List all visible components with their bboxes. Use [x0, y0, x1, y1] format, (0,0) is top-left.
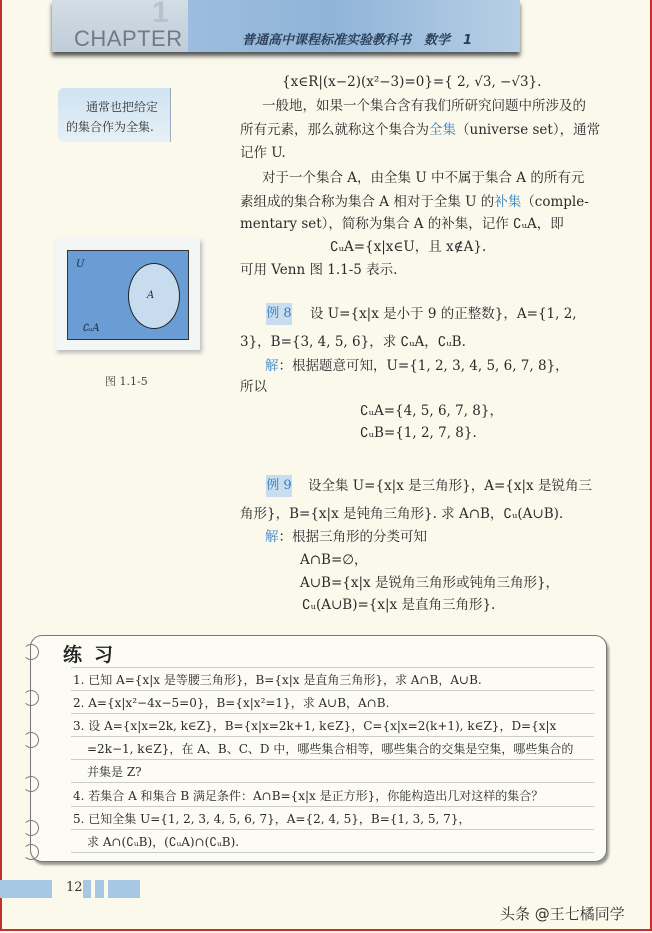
footer-bar — [83, 880, 91, 898]
label-a: A — [147, 290, 155, 301]
example-line: 3}，B={3, 4, 5, 6}，求 ∁ᵤA，∁ᵤB. — [240, 334, 466, 350]
footer-bar — [0, 880, 52, 898]
exercise-3-cont: =2k−1, k∈Z}，在 A、B、C、D 中，哪些集合相等，哪些集合的交集是空集，哪些集合的 — [87, 742, 574, 756]
divider — [71, 759, 594, 760]
exercise-5: 5. 已知全集 U={1, 2, 3, 4, 5, 6, 7}，A={2, 4, 5}，B={1, 3, 5, 7}， — [73, 812, 471, 826]
binder-ring-icon — [23, 820, 39, 836]
sidebar-note-line: 的集合作为全集. — [66, 120, 154, 134]
paragraph-line: mentary set），简称为集合 A 的补集，记作 ∁ᵤA，即 — [240, 216, 564, 232]
paragraph-line — [240, 121, 600, 139]
exercise-box — [30, 635, 607, 862]
divider — [71, 829, 594, 830]
exercise-2: 2. A={x|x²−4x−5=0}，B={x|x²=1}，求 A∪B，A∩B. — [73, 696, 390, 710]
chapter-label: CHAPTER — [74, 26, 183, 51]
exercise-5-cont: 求 A∩(∁ᵤB)，(∁ᵤA)∩(∁ᵤB). — [87, 835, 240, 849]
divider — [71, 852, 594, 853]
solution-line: A∪B={x|x 是锐角三角形或钝角三角形}， — [300, 575, 560, 591]
solution-line: ∁ᵤB={1, 2, 7, 8}. — [360, 425, 477, 441]
example-9-badge: 例 9 — [266, 475, 292, 497]
paragraph-line: 一般地，如果一个集合含有我们所研究问题中所涉及的 — [262, 98, 586, 114]
book-title: 普通高中课程标准实验教科书 数学 1 — [242, 33, 473, 48]
term-complement: 补集 — [494, 194, 522, 210]
exercise-1: 1. 已知 A={x|x 是等腰三角形}，B={x|x 是直角三角形}，求 A∩B，A∪B. — [73, 673, 482, 687]
example-line: 设 U={x|x 是小于 9 的正整数}，A={1, 2, — [310, 306, 577, 322]
sidebar-note-line: 通常也把给定 — [86, 100, 159, 114]
divider — [71, 667, 594, 668]
solution-line — [265, 357, 569, 375]
divider — [71, 713, 594, 714]
solution-label: 解 — [265, 529, 279, 545]
watermark: 头条 @王七橘同学 — [500, 905, 625, 923]
exercise-3: 3. 设 A={x|x=2k, k∈Z}，B={x|x=2k+1, k∈Z}，C={x|x=2(k+1), k∈Z}，D={x|x — [73, 719, 557, 733]
text: （comple- — [521, 194, 589, 210]
paragraph-line: 对于一个集合 A，由全集 U 中不属于集合 A 的所有元 — [262, 170, 585, 186]
binder-ring-icon — [23, 732, 39, 748]
exercise-4: 4. 若集合 A 和集合 B 满足条件：A∩B={x|x 是正方形}，你能构造出几对这样的集合？ — [73, 789, 544, 803]
example-line: 设全集 U={x|x 是三角形}，A={x|x 是锐角三 — [308, 478, 592, 494]
solution-line: ∁ᵤ(A∪B)={x|x 是直角三角形}. — [302, 597, 496, 613]
text: ：根据三角形的分类可知 — [278, 529, 427, 545]
paragraph-line: 记作 U. — [240, 145, 286, 161]
chapter-label-panel — [52, 0, 188, 52]
text: 所有元素，那么就称这个集合为 — [240, 122, 429, 138]
page-number: 12 — [66, 880, 83, 895]
universal-set-rect — [67, 250, 189, 340]
example-8-badge: 例 8 — [266, 303, 292, 325]
text: ：根据题意可知，U={1, 2, 3, 4, 5, 6, 7, 8}， — [278, 358, 569, 374]
set-a-ellipse — [128, 263, 180, 329]
text: 素组成的集合称为集合 A 相对于全集 U 的 — [240, 194, 495, 210]
divider — [71, 782, 594, 783]
footer-bar — [108, 880, 140, 898]
text: （universe set），通常 — [456, 122, 601, 138]
exercise-3-cont: 并集是 Z? — [87, 765, 142, 779]
solution-line: 所以 — [240, 379, 267, 395]
solution-line — [265, 528, 427, 546]
binder-ring-icon — [23, 844, 39, 860]
footer-bar — [95, 880, 104, 898]
binder-ring-icon — [23, 644, 39, 660]
divider — [71, 690, 594, 691]
label-complement: ∁ᵤA — [82, 323, 100, 334]
exercise-title: 练习 — [63, 644, 126, 666]
binder-ring-icon — [23, 776, 39, 792]
figure-caption: 图 1.1-5 — [105, 375, 148, 388]
chapter-banner — [52, 0, 520, 52]
solution-label: 解 — [265, 358, 279, 374]
example-line: 角形}，B={x|x 是钝角三角形}. 求 A∩B，∁ᵤ(A∪B). — [240, 506, 564, 522]
venn-diagram — [55, 238, 200, 350]
chapter-number: 1 — [152, 0, 169, 29]
solution-line: A∩B=∅， — [300, 552, 368, 568]
solution-line: ∁ᵤA={4, 5, 6, 7, 8}， — [360, 403, 503, 419]
sidebar-note — [58, 88, 171, 142]
term-universe-set: 全集 — [429, 122, 456, 138]
binder-ring-icon — [23, 690, 39, 706]
paragraph-line — [240, 193, 589, 211]
divider — [71, 736, 594, 737]
label-u: U — [76, 259, 85, 270]
divider — [71, 806, 594, 807]
set-equation: {x∈R|(x−2)(x²−3)=0}={ 2, √3, −√3}. — [282, 74, 542, 90]
paragraph-line: 可用 Venn 图 1.1-5 表示. — [240, 262, 398, 278]
complement-definition: ∁ᵤA={x|x∈U，且 x∉A}. — [330, 239, 487, 255]
